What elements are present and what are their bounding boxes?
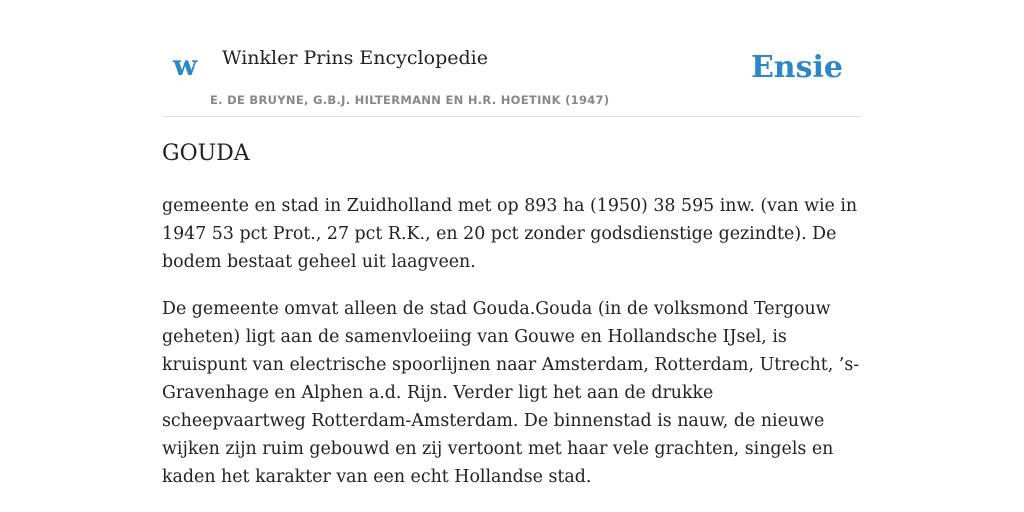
entry-title: GOUDA xyxy=(162,141,250,166)
article-paragraph-2: De gemeente omvat alleen de stad Gouda.Gouda (in de volksmond Tergouw geheten) ligt aan de samenvloeiing van Gouwe en Hollandsche IJsel, is kruispunt van electrische spoorlijnen naar Amsterdam, Rotterdam, Utrecht, ’s-Gravenhage en Alphen a.d. Rijn. Verder ligt het aan de drukke scheepvaartweg Rotterdam-Amsterdam. De binnenstad is nauw, de nieuwe wijken zijn ruim gebouwd en zij vertoont met haar vele grachten, singels en kaden het karakter van een echt Hollandse stad. xyxy=(162,299,860,487)
page-container xyxy=(162,0,862,487)
publication-title[interactable]: Winkler Prins Encyclopedie xyxy=(222,47,488,69)
authors-line: E. DE BRUYNE, G.B.J. HILTERMANN EN H.R. HOETINK (1947) xyxy=(210,93,610,107)
article-paragraph-1: gemeente en stad in Zuidholland met op 893 ha (1950) 38 595 inw. (van wie in 1947 53 pct Prot., 27 pct R.K., en 20 pct zonder godsdienstige gezindte). De bodem bestaat geheel uit laagveen. xyxy=(162,196,858,272)
encyclopedia-logo-icon[interactable]: w xyxy=(173,49,198,82)
header xyxy=(162,0,862,117)
ensie-brand-logo[interactable]: Ensie xyxy=(750,50,843,85)
